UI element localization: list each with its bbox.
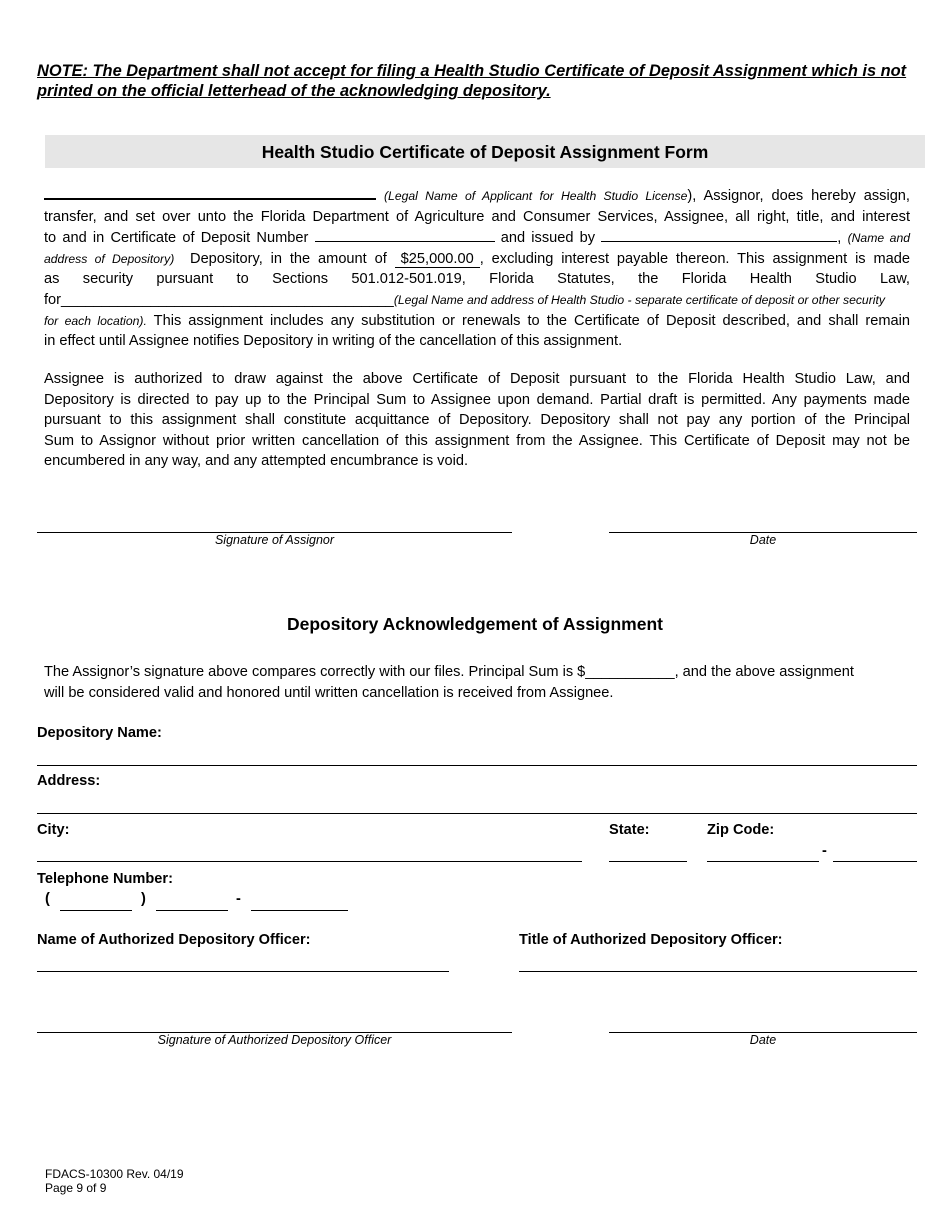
deposit-amount: $25,000.00	[395, 251, 480, 268]
officer-date-label: Date	[749, 1033, 777, 1047]
state-field[interactable]	[609, 861, 687, 862]
authorization-line: Depository is directed to pay up to the Principal Sum to Assignee upon demand. Partial draft is permitted. Any payments made	[44, 391, 910, 408]
assignment-line-5: as security pursuant to Sections 501.012-501.019, Florida Statutes, the Florida Health Studio Law,	[44, 271, 910, 288]
zip-label: Zip Code:	[707, 822, 775, 838]
city-field[interactable]	[37, 861, 582, 862]
form-title: Health Studio Certificate of Deposit Assignment Form	[261, 142, 709, 162]
issuing-depository-field[interactable]	[601, 227, 837, 242]
assignment-line-2: transfer, and set over unto the Florida Department of Agriculture and Consumer Services, Assignee, all right, title, and interest	[44, 208, 910, 225]
authorization-line: Sum to Assignor without prior written cancellation of this assignment from the Assignee. This Certificate of Deposit may not be	[44, 432, 910, 449]
zip-field[interactable]	[707, 861, 819, 862]
authorization-line: encumbered in any way, and any attempted encumbrance is void.	[44, 453, 469, 470]
zip-dash: -	[822, 843, 827, 859]
assignor-date-label: Date	[749, 533, 777, 547]
authorization-line: pursuant to this assignment shall constitute acquittance of Depository. Depository shall not pay any portion of the Principal	[44, 412, 910, 429]
principal-sum-field[interactable]: ___________	[585, 664, 675, 680]
certificate-number-field[interactable]	[315, 227, 495, 242]
state-label: State:	[609, 822, 650, 838]
assignment-paragraph	[44, 184, 910, 352]
depository-hint-a: (Name and	[847, 231, 910, 246]
officer-name-field[interactable]	[37, 971, 449, 972]
acknowledgement-line-2: will be considered valid and honored until written cancellation is received from Assignee.	[44, 684, 614, 701]
authorization-paragraph	[44, 369, 910, 472]
depository-hint-b: address of Depository)	[44, 251, 175, 266]
address-field[interactable]	[37, 813, 917, 814]
telephone-label: Telephone Number:	[37, 871, 173, 887]
depository-name-label: Depository Name:	[37, 725, 162, 741]
assignment-line-6: for_________________________________________(Legal Name and address of Health Studio - separate certificate of deposit or other security	[44, 291, 885, 308]
applicant-name-field[interactable]	[44, 184, 376, 200]
authorization-line: Assignee is authorized to draw against the above Certificate of Deposit pursuant to the Florida Health Studio Law, and	[44, 371, 910, 387]
assignment-line-8: in effect until Assignee notifies Depository in writing of the cancellation of this assignment.	[44, 333, 623, 350]
phone-line-field[interactable]	[251, 910, 348, 911]
telephone-close-paren: )	[141, 891, 146, 907]
acknowledgement-line-1: The Assignor’s signature above compares correctly with our files. Principal Sum is $___________, and the above assignment	[44, 664, 854, 680]
health-studio-field[interactable]: _________________________________________	[61, 291, 394, 308]
officer-name-label: Name of Authorized Depository Officer:	[37, 932, 311, 948]
page-number: Page 9 of 9	[45, 1181, 107, 1195]
studio-hint-b: for each location).	[44, 313, 147, 328]
acknowledgement-paragraph	[44, 662, 910, 703]
assignment-line-7: for each location). This assignment includes any substitution or renewals to the Certificate of Deposit described, and shall remain	[44, 312, 910, 329]
depository-name-field[interactable]	[37, 765, 917, 766]
applicant-hint: (Legal Name of Applicant for Health Studio License	[383, 189, 688, 203]
officer-title-label: Title of Authorized Depository Officer:	[519, 932, 783, 948]
officer-signature-label: Signature of Authorized Depository Officer	[157, 1033, 392, 1047]
filing-note: NOTE: The Department shall not accept for filing a Health Studio Certificate of Deposit Assignment which is not printed on the official letterhead of the acknowledging depository.	[37, 62, 907, 100]
telephone-dash: -	[236, 891, 241, 907]
assignment-line-1: (Legal Name of Applicant for Health Studio License), Assignor, does hereby assign,	[44, 184, 910, 207]
zip-extension-field[interactable]	[833, 861, 917, 862]
area-code-field[interactable]	[60, 910, 132, 911]
form-number: FDACS-10300 Rev. 04/19	[45, 1167, 184, 1181]
assignment-line-4: address of Depository) Depository, in the amount of $25,000.00 , excluding interest payable thereon. This assignment is made	[44, 250, 910, 267]
address-label: Address:	[37, 773, 101, 789]
footer	[45, 1167, 184, 1195]
acknowledgement-title: Depository Acknowledgement of Assignment	[287, 614, 663, 634]
assignor-signature-label: Signature of Assignor	[214, 533, 335, 547]
phone-prefix-field[interactable]	[156, 910, 228, 911]
officer-title-field[interactable]	[519, 971, 917, 972]
assignment-line-3: to and in Certificate of Deposit Number and issued by , (Name and	[44, 227, 910, 249]
city-label: City:	[37, 822, 70, 838]
studio-hint-a: (Legal Name and address of Health Studio - separate certificate of deposit or other security	[393, 292, 885, 307]
telephone-open-paren: (	[45, 891, 50, 907]
